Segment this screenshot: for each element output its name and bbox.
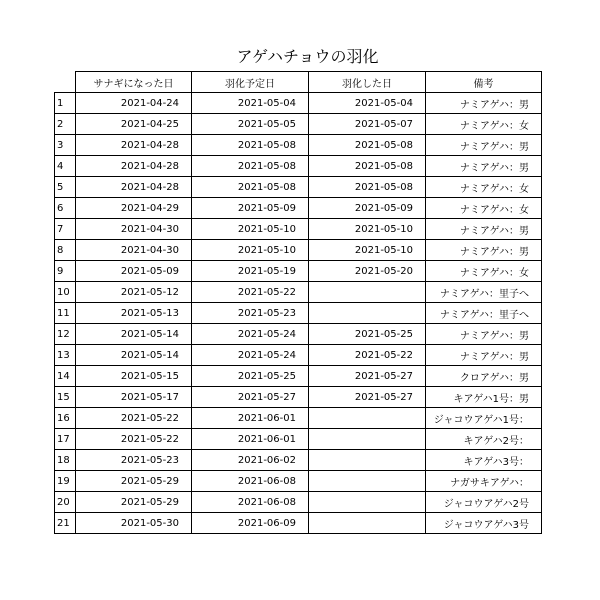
table-row [55, 324, 542, 345]
table-row [55, 177, 542, 198]
row-index-cell: 3 [55, 135, 76, 156]
emerged-date-cell: 2021-05-10 [309, 240, 426, 261]
expected-date-cell: 2021-06-09 [192, 513, 309, 534]
corner-cell [55, 72, 76, 93]
note-cell: キアゲハ3号： [426, 450, 542, 471]
expected-date-cell: 2021-05-27 [192, 387, 309, 408]
emerged-date-cell [309, 450, 426, 471]
page-title: アゲハチョウの羽化 [236, 47, 379, 66]
note-cell: ジャコウアゲハ3号 [426, 513, 542, 534]
note-cell: ジャコウアゲハ1号： [426, 408, 542, 429]
pupa-date-cell: 2021-05-15 [76, 366, 192, 387]
note-cell: ナミアゲハ：男 [426, 240, 542, 261]
row-index-cell: 6 [55, 198, 76, 219]
table-row [55, 450, 542, 471]
row-index-cell: 16 [55, 408, 76, 429]
expected-date-cell: 2021-05-22 [192, 282, 309, 303]
pupa-date-cell: 2021-04-25 [76, 114, 192, 135]
pupa-date-cell: 2021-04-28 [76, 156, 192, 177]
emerged-date-cell [309, 408, 426, 429]
row-index-cell: 7 [55, 219, 76, 240]
header-row [55, 72, 542, 93]
table-row [55, 261, 542, 282]
table-row [55, 135, 542, 156]
emerged-date-cell: 2021-05-08 [309, 177, 426, 198]
table-row [55, 198, 542, 219]
table-row [55, 387, 542, 408]
expected-date-cell: 2021-05-23 [192, 303, 309, 324]
row-index-cell: 21 [55, 513, 76, 534]
expected-date-cell: 2021-05-19 [192, 261, 309, 282]
emerged-date-cell [309, 492, 426, 513]
emerged-date-cell: 2021-05-07 [309, 114, 426, 135]
note-cell: ナミアゲハ：男 [426, 135, 542, 156]
column-header-expected-date: 羽化予定日 [192, 72, 309, 93]
note-cell: キアゲハ1号：男 [426, 387, 542, 408]
expected-date-cell: 2021-06-01 [192, 429, 309, 450]
table-row [55, 303, 542, 324]
pupa-date-cell: 2021-05-17 [76, 387, 192, 408]
pupa-date-cell: 2021-05-22 [76, 408, 192, 429]
row-index-cell: 11 [55, 303, 76, 324]
expected-date-cell: 2021-05-08 [192, 135, 309, 156]
expected-date-cell: 2021-05-24 [192, 345, 309, 366]
pupa-date-cell: 2021-05-12 [76, 282, 192, 303]
expected-date-cell: 2021-05-09 [192, 198, 309, 219]
row-index-cell: 1 [55, 93, 76, 114]
row-index-cell: 5 [55, 177, 76, 198]
emerged-date-cell: 2021-05-27 [309, 366, 426, 387]
note-cell: ナミアゲハ：男 [426, 219, 542, 240]
table-row [55, 282, 542, 303]
row-index-cell: 19 [55, 471, 76, 492]
pupa-date-cell: 2021-04-29 [76, 198, 192, 219]
pupa-date-cell: 2021-05-30 [76, 513, 192, 534]
note-cell: ナミアゲハ：女 [426, 177, 542, 198]
emerged-date-cell: 2021-05-25 [309, 324, 426, 345]
row-index-cell: 20 [55, 492, 76, 513]
table-row [55, 513, 542, 534]
expected-date-cell: 2021-05-05 [192, 114, 309, 135]
table-row [55, 408, 542, 429]
note-cell: ナミアゲハ：男 [426, 345, 542, 366]
note-cell: ジャコウアゲハ2号 [426, 492, 542, 513]
pupa-date-cell: 2021-04-28 [76, 135, 192, 156]
note-cell: ナミアゲハ：男 [426, 156, 542, 177]
row-index-cell: 4 [55, 156, 76, 177]
expected-date-cell: 2021-05-10 [192, 219, 309, 240]
row-index-cell: 8 [55, 240, 76, 261]
table-body [55, 93, 542, 534]
expected-date-cell: 2021-06-02 [192, 450, 309, 471]
table-row [55, 240, 542, 261]
pupa-date-cell: 2021-05-23 [76, 450, 192, 471]
table-row [55, 114, 542, 135]
table-row [55, 429, 542, 450]
expected-date-cell: 2021-05-08 [192, 156, 309, 177]
row-index-cell: 13 [55, 345, 76, 366]
table-row [55, 492, 542, 513]
expected-date-cell: 2021-06-08 [192, 471, 309, 492]
note-cell: キアゲハ2号： [426, 429, 542, 450]
row-index-cell: 10 [55, 282, 76, 303]
emerged-date-cell [309, 303, 426, 324]
note-cell: ナミアゲハ：男 [426, 324, 542, 345]
note-cell: ナミアゲハ：女 [426, 198, 542, 219]
row-index-cell: 14 [55, 366, 76, 387]
emerged-date-cell [309, 429, 426, 450]
pupa-date-cell: 2021-05-29 [76, 471, 192, 492]
pupa-date-cell: 2021-05-29 [76, 492, 192, 513]
pupa-date-cell: 2021-05-09 [76, 261, 192, 282]
pupa-date-cell: 2021-05-14 [76, 324, 192, 345]
pupa-date-cell: 2021-05-22 [76, 429, 192, 450]
row-index-cell: 17 [55, 429, 76, 450]
emergence-table [54, 71, 542, 534]
note-cell: ナガサキアゲハ： [426, 471, 542, 492]
pupa-date-cell: 2021-05-14 [76, 345, 192, 366]
row-index-cell: 15 [55, 387, 76, 408]
note-cell: ナミアゲハ：女 [426, 114, 542, 135]
expected-date-cell: 2021-05-04 [192, 93, 309, 114]
expected-date-cell: 2021-06-08 [192, 492, 309, 513]
table-row [55, 219, 542, 240]
pupa-date-cell: 2021-04-24 [76, 93, 192, 114]
table-row [55, 93, 542, 114]
expected-date-cell: 2021-05-24 [192, 324, 309, 345]
pupa-date-cell: 2021-05-13 [76, 303, 192, 324]
note-cell: ナミアゲハ：男 [426, 93, 542, 114]
note-cell: ナミアゲハ：女 [426, 261, 542, 282]
pupa-date-cell: 2021-04-28 [76, 177, 192, 198]
expected-date-cell: 2021-05-10 [192, 240, 309, 261]
column-header-pupa-date: サナギになった日 [76, 72, 192, 93]
emerged-date-cell [309, 513, 426, 534]
note-cell: クロアゲハ：男 [426, 366, 542, 387]
expected-date-cell: 2021-06-01 [192, 408, 309, 429]
row-index-cell: 12 [55, 324, 76, 345]
emerged-date-cell: 2021-05-09 [309, 198, 426, 219]
table-row [55, 471, 542, 492]
emerged-date-cell: 2021-05-22 [309, 345, 426, 366]
row-index-cell: 9 [55, 261, 76, 282]
emerged-date-cell: 2021-05-08 [309, 156, 426, 177]
column-header-emerged-date: 羽化した日 [309, 72, 426, 93]
expected-date-cell: 2021-05-25 [192, 366, 309, 387]
table-row [55, 345, 542, 366]
emerged-date-cell [309, 282, 426, 303]
emerged-date-cell: 2021-05-08 [309, 135, 426, 156]
table-row [55, 156, 542, 177]
emerged-date-cell: 2021-05-10 [309, 219, 426, 240]
note-cell: ナミアゲハ：里子へ [426, 303, 542, 324]
note-cell: ナミアゲハ：里子へ [426, 282, 542, 303]
emerged-date-cell: 2021-05-20 [309, 261, 426, 282]
row-index-cell: 2 [55, 114, 76, 135]
pupa-date-cell: 2021-04-30 [76, 219, 192, 240]
emerged-date-cell: 2021-05-04 [309, 93, 426, 114]
expected-date-cell: 2021-05-08 [192, 177, 309, 198]
emerged-date-cell: 2021-05-27 [309, 387, 426, 408]
emerged-date-cell [309, 471, 426, 492]
pupa-date-cell: 2021-04-30 [76, 240, 192, 261]
column-header-notes: 備考 [426, 72, 542, 93]
table-row [55, 366, 542, 387]
row-index-cell: 18 [55, 450, 76, 471]
